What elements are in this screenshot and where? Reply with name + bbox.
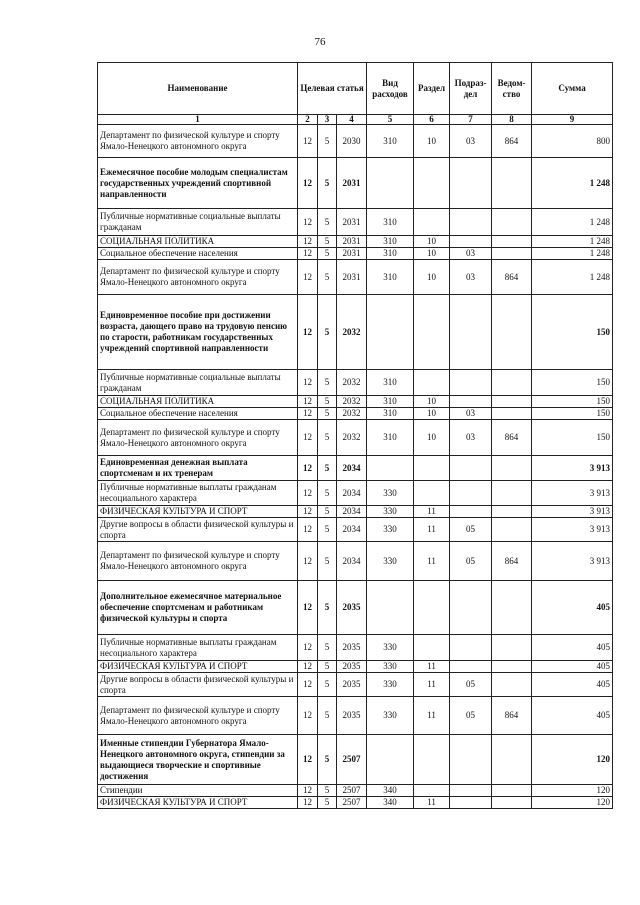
header-name: Наименование — [98, 63, 298, 115]
expense-type-cell: 310 — [367, 370, 414, 396]
code-part-3-cell: 2031 — [337, 209, 367, 236]
subsection-cell — [450, 209, 492, 236]
code-part-1-cell: 12 — [298, 248, 318, 260]
row-name-cell: Именные стипендии Губернатора Ямало-Ненецкого автономного округа, стипендии за выдающиеся творческие и спортивные достижения — [98, 735, 298, 785]
table-row — [98, 735, 613, 785]
subsection-cell: 03 — [450, 260, 492, 295]
code-part-2-cell: 5 — [318, 635, 337, 661]
code-part-2-cell: 5 — [318, 542, 337, 581]
table-row — [98, 635, 613, 661]
amount-cell: 3 913 — [532, 542, 613, 581]
code-part-3-cell: 2031 — [337, 248, 367, 260]
subsection-cell — [450, 158, 492, 209]
code-part-1-cell: 12 — [298, 797, 318, 809]
row-name-cell: Публичные нормативные выплаты гражданам несоциального характера — [98, 481, 298, 506]
row-name-cell: СОЦИАЛЬНАЯ ПОЛИТИКА — [98, 396, 298, 408]
code-part-1-cell: 12 — [298, 581, 318, 635]
code-part-3-cell: 2030 — [337, 125, 367, 158]
column-number: 5 — [367, 115, 414, 125]
subsection-cell — [450, 370, 492, 396]
budget-table — [97, 62, 613, 809]
table-row — [98, 236, 613, 248]
department-cell: 864 — [492, 420, 532, 456]
section-cell — [414, 785, 450, 797]
section-cell — [414, 209, 450, 236]
table-row — [98, 542, 613, 581]
expense-type-cell: 310 — [367, 236, 414, 248]
header-expense-type: Вид расходов — [367, 63, 414, 115]
code-part-1-cell: 12 — [298, 408, 318, 420]
section-cell: 10 — [414, 236, 450, 248]
subsection-cell: 05 — [450, 518, 492, 542]
expense-type-cell — [367, 295, 414, 370]
section-cell: 10 — [414, 396, 450, 408]
row-name-cell: Департамент по физической культуре и спорту Ямало-Ненецкого автономного округа — [98, 260, 298, 295]
expense-type-cell: 330 — [367, 697, 414, 735]
code-part-1-cell: 12 — [298, 735, 318, 785]
subsection-cell — [450, 481, 492, 506]
section-cell: 11 — [414, 697, 450, 735]
column-number: 1 — [98, 115, 298, 125]
section-cell: 11 — [414, 673, 450, 697]
department-cell — [492, 785, 532, 797]
code-part-2-cell: 5 — [318, 797, 337, 809]
amount-cell: 3 913 — [532, 456, 613, 481]
code-part-3-cell: 2032 — [337, 370, 367, 396]
column-number-row — [98, 115, 613, 125]
department-cell — [492, 635, 532, 661]
code-part-1-cell: 12 — [298, 396, 318, 408]
code-part-3-cell: 2031 — [337, 236, 367, 248]
code-part-1-cell: 12 — [298, 158, 318, 209]
expense-type-cell: 340 — [367, 785, 414, 797]
code-part-1-cell: 12 — [298, 661, 318, 673]
department-cell — [492, 506, 532, 518]
code-part-2-cell: 5 — [318, 506, 337, 518]
row-name-cell: Единовременное пособие при достижении возраста, дающего право на трудовую пенсию по старости, работникам государственных учреждений спортивной направленности — [98, 295, 298, 370]
subsection-cell: 03 — [450, 248, 492, 260]
subsection-cell — [450, 581, 492, 635]
expense-type-cell: 330 — [367, 635, 414, 661]
row-name-cell: СОЦИАЛЬНАЯ ПОЛИТИКА — [98, 236, 298, 248]
department-cell: 864 — [492, 260, 532, 295]
subsection-cell — [450, 506, 492, 518]
table-row — [98, 408, 613, 420]
table-row — [98, 260, 613, 295]
subsection-cell — [450, 236, 492, 248]
code-part-1-cell: 12 — [298, 456, 318, 481]
code-part-1-cell: 12 — [298, 785, 318, 797]
code-part-2-cell: 5 — [318, 370, 337, 396]
row-name-cell: ФИЗИЧЕСКАЯ КУЛЬТУРА И СПОРТ — [98, 661, 298, 673]
table-row — [98, 209, 613, 236]
header-subsection: Подраз-дел — [450, 63, 492, 115]
code-part-1-cell: 12 — [298, 542, 318, 581]
code-part-1-cell: 12 — [298, 518, 318, 542]
code-part-2-cell: 5 — [318, 673, 337, 697]
row-name-cell: Социальное обеспечение населения — [98, 408, 298, 420]
department-cell — [492, 481, 532, 506]
amount-cell: 1 248 — [532, 248, 613, 260]
amount-cell: 405 — [532, 697, 613, 735]
code-part-3-cell: 2035 — [337, 581, 367, 635]
code-part-2-cell: 5 — [318, 158, 337, 209]
code-part-2-cell: 5 — [318, 581, 337, 635]
section-cell: 10 — [414, 248, 450, 260]
code-part-2-cell: 5 — [318, 236, 337, 248]
expense-type-cell: 310 — [367, 248, 414, 260]
row-name-cell: Департамент по физической культуре и спорту Ямало-Ненецкого автономного округа — [98, 125, 298, 158]
table-row — [98, 506, 613, 518]
department-cell — [492, 248, 532, 260]
expense-type-cell — [367, 456, 414, 481]
table-row — [98, 248, 613, 260]
table-row — [98, 396, 613, 408]
code-part-3-cell: 2034 — [337, 456, 367, 481]
subsection-cell: 03 — [450, 420, 492, 456]
amount-cell: 120 — [532, 735, 613, 785]
expense-type-cell: 310 — [367, 125, 414, 158]
expense-type-cell: 330 — [367, 542, 414, 581]
section-cell: 11 — [414, 518, 450, 542]
amount-cell: 150 — [532, 420, 613, 456]
department-cell — [492, 673, 532, 697]
code-part-3-cell: 2031 — [337, 158, 367, 209]
code-part-3-cell: 2032 — [337, 408, 367, 420]
code-part-3-cell: 2507 — [337, 735, 367, 785]
code-part-3-cell: 2031 — [337, 260, 367, 295]
amount-cell: 800 — [532, 125, 613, 158]
department-cell: 864 — [492, 697, 532, 735]
code-part-3-cell: 2035 — [337, 661, 367, 673]
section-cell — [414, 295, 450, 370]
code-part-3-cell: 2034 — [337, 518, 367, 542]
column-number: 8 — [492, 115, 532, 125]
code-part-3-cell: 2034 — [337, 481, 367, 506]
table-row — [98, 420, 613, 456]
expense-type-cell — [367, 581, 414, 635]
code-part-3-cell: 2035 — [337, 697, 367, 735]
subsection-cell — [450, 396, 492, 408]
column-number: 7 — [450, 115, 492, 125]
table-row — [98, 481, 613, 506]
department-cell — [492, 581, 532, 635]
amount-cell: 405 — [532, 581, 613, 635]
amount-cell: 405 — [532, 661, 613, 673]
table-row — [98, 456, 613, 481]
code-part-2-cell: 5 — [318, 248, 337, 260]
expense-type-cell: 310 — [367, 260, 414, 295]
section-cell — [414, 158, 450, 209]
subsection-cell: 05 — [450, 697, 492, 735]
code-part-1-cell: 12 — [298, 125, 318, 158]
section-cell — [414, 581, 450, 635]
amount-cell: 3 913 — [532, 518, 613, 542]
row-name-cell: Ежемесячное пособие молодым специалистам государственных учреждений спортивной направленности — [98, 158, 298, 209]
department-cell — [492, 396, 532, 408]
code-part-2-cell: 5 — [318, 785, 337, 797]
department-cell — [492, 518, 532, 542]
amount-cell: 1 248 — [532, 260, 613, 295]
code-part-2-cell: 5 — [318, 735, 337, 785]
row-name-cell: Департамент по физической культуре и спорту Ямало-Ненецкого автономного округа — [98, 542, 298, 581]
table-row — [98, 673, 613, 697]
expense-type-cell: 330 — [367, 673, 414, 697]
code-part-1-cell: 12 — [298, 209, 318, 236]
amount-cell: 1 248 — [532, 158, 613, 209]
subsection-cell — [450, 735, 492, 785]
table-row — [98, 125, 613, 158]
code-part-1-cell: 12 — [298, 506, 318, 518]
section-cell: 11 — [414, 506, 450, 518]
subsection-cell — [450, 785, 492, 797]
table-row — [98, 518, 613, 542]
subsection-cell — [450, 661, 492, 673]
row-name-cell: ФИЗИЧЕСКАЯ КУЛЬТУРА И СПОРТ — [98, 506, 298, 518]
section-cell — [414, 456, 450, 481]
table-row — [98, 697, 613, 735]
subsection-cell: 03 — [450, 125, 492, 158]
subsection-cell — [450, 295, 492, 370]
table-row — [98, 370, 613, 396]
amount-cell: 1 248 — [532, 236, 613, 248]
table-row — [98, 797, 613, 809]
expense-type-cell: 330 — [367, 518, 414, 542]
column-number: 2 — [298, 115, 318, 125]
code-part-2-cell: 5 — [318, 481, 337, 506]
code-part-1-cell: 12 — [298, 260, 318, 295]
department-cell — [492, 236, 532, 248]
expense-type-cell — [367, 158, 414, 209]
amount-cell: 405 — [532, 635, 613, 661]
amount-cell: 150 — [532, 396, 613, 408]
row-name-cell: Публичные нормативные социальные выплаты гражданам — [98, 209, 298, 236]
table-row — [98, 785, 613, 797]
table-row — [98, 661, 613, 673]
code-part-3-cell: 2035 — [337, 673, 367, 697]
table-row — [98, 158, 613, 209]
expense-type-cell: 330 — [367, 661, 414, 673]
department-cell — [492, 158, 532, 209]
department-cell — [492, 661, 532, 673]
row-name-cell: Департамент по физической культуре и спорту Ямало-Ненецкого автономного округа — [98, 697, 298, 735]
department-cell — [492, 735, 532, 785]
column-number: 9 — [532, 115, 613, 125]
code-part-2-cell: 5 — [318, 456, 337, 481]
code-part-2-cell: 5 — [318, 125, 337, 158]
expense-type-cell: 310 — [367, 209, 414, 236]
row-name-cell: Публичные нормативные социальные выплаты гражданам — [98, 370, 298, 396]
code-part-3-cell: 2035 — [337, 635, 367, 661]
expense-type-cell: 310 — [367, 408, 414, 420]
expense-type-cell: 330 — [367, 481, 414, 506]
header-department: Ведом-ство — [492, 63, 532, 115]
subsection-cell — [450, 456, 492, 481]
header-section: Раздел — [414, 63, 450, 115]
code-part-2-cell: 5 — [318, 209, 337, 236]
code-part-1-cell: 12 — [298, 673, 318, 697]
section-cell: 10 — [414, 125, 450, 158]
code-part-1-cell: 12 — [298, 420, 318, 456]
code-part-3-cell: 2032 — [337, 420, 367, 456]
row-name-cell: Дополнительное ежемесячное материальное обеспечение спортсменам и работникам физической культуры и спорта — [98, 581, 298, 635]
code-part-2-cell: 5 — [318, 420, 337, 456]
section-cell — [414, 635, 450, 661]
amount-cell: 3 913 — [532, 506, 613, 518]
section-cell — [414, 735, 450, 785]
code-part-2-cell: 5 — [318, 697, 337, 735]
code-part-2-cell: 5 — [318, 408, 337, 420]
amount-cell: 120 — [532, 785, 613, 797]
code-part-1-cell: 12 — [298, 635, 318, 661]
header-target-article: Целевая статья — [298, 63, 367, 115]
page-number: 76 — [314, 36, 326, 48]
amount-cell: 3 913 — [532, 481, 613, 506]
department-cell — [492, 209, 532, 236]
department-cell — [492, 797, 532, 809]
subsection-cell: 05 — [450, 542, 492, 581]
code-part-3-cell: 2507 — [337, 785, 367, 797]
column-number: 3 — [318, 115, 337, 125]
row-name-cell: Другие вопросы в области физической культуры и спорта — [98, 673, 298, 697]
code-part-2-cell: 5 — [318, 295, 337, 370]
code-part-1-cell: 12 — [298, 236, 318, 248]
amount-cell: 150 — [532, 408, 613, 420]
expense-type-cell: 310 — [367, 396, 414, 408]
section-cell — [414, 370, 450, 396]
code-part-1-cell: 12 — [298, 370, 318, 396]
code-part-3-cell: 2507 — [337, 797, 367, 809]
expense-type-cell — [367, 735, 414, 785]
code-part-2-cell: 5 — [318, 661, 337, 673]
amount-cell: 405 — [532, 673, 613, 697]
code-part-3-cell: 2034 — [337, 542, 367, 581]
table-row — [98, 295, 613, 370]
code-part-3-cell: 2034 — [337, 506, 367, 518]
section-cell: 11 — [414, 661, 450, 673]
header-row — [98, 63, 613, 115]
department-cell — [492, 408, 532, 420]
row-name-cell: Социальное обеспечение населения — [98, 248, 298, 260]
department-cell: 864 — [492, 542, 532, 581]
code-part-3-cell: 2032 — [337, 396, 367, 408]
row-name-cell: Другие вопросы в области физической культуры и спорта — [98, 518, 298, 542]
code-part-3-cell: 2032 — [337, 295, 367, 370]
subsection-cell — [450, 797, 492, 809]
section-cell: 11 — [414, 542, 450, 581]
section-cell — [414, 481, 450, 506]
subsection-cell: 03 — [450, 408, 492, 420]
column-number: 6 — [414, 115, 450, 125]
department-cell: 864 — [492, 125, 532, 158]
code-part-1-cell: 12 — [298, 295, 318, 370]
row-name-cell: Единовременная денежная выплата спортсменам и их тренерам — [98, 456, 298, 481]
department-cell — [492, 295, 532, 370]
department-cell — [492, 370, 532, 396]
table-row — [98, 581, 613, 635]
section-cell: 10 — [414, 260, 450, 295]
code-part-1-cell: 12 — [298, 697, 318, 735]
code-part-2-cell: 5 — [318, 396, 337, 408]
row-name-cell: Стипендии — [98, 785, 298, 797]
subsection-cell — [450, 635, 492, 661]
expense-type-cell: 330 — [367, 506, 414, 518]
code-part-2-cell: 5 — [318, 260, 337, 295]
amount-cell: 120 — [532, 797, 613, 809]
section-cell: 11 — [414, 797, 450, 809]
department-cell — [492, 456, 532, 481]
amount-cell: 1 248 — [532, 209, 613, 236]
expense-type-cell: 340 — [367, 797, 414, 809]
header-amount: Сумма — [532, 63, 613, 115]
amount-cell: 150 — [532, 370, 613, 396]
row-name-cell: Публичные нормативные выплаты гражданам несоциального характера — [98, 635, 298, 661]
row-name-cell: ФИЗИЧЕСКАЯ КУЛЬТУРА И СПОРТ — [98, 797, 298, 809]
section-cell: 10 — [414, 408, 450, 420]
subsection-cell: 05 — [450, 673, 492, 697]
column-number: 4 — [337, 115, 367, 125]
section-cell: 10 — [414, 420, 450, 456]
row-name-cell: Департамент по физической культуре и спорту Ямало-Ненецкого автономного округа — [98, 420, 298, 456]
amount-cell: 150 — [532, 295, 613, 370]
code-part-2-cell: 5 — [318, 518, 337, 542]
expense-type-cell: 310 — [367, 420, 414, 456]
code-part-1-cell: 12 — [298, 481, 318, 506]
